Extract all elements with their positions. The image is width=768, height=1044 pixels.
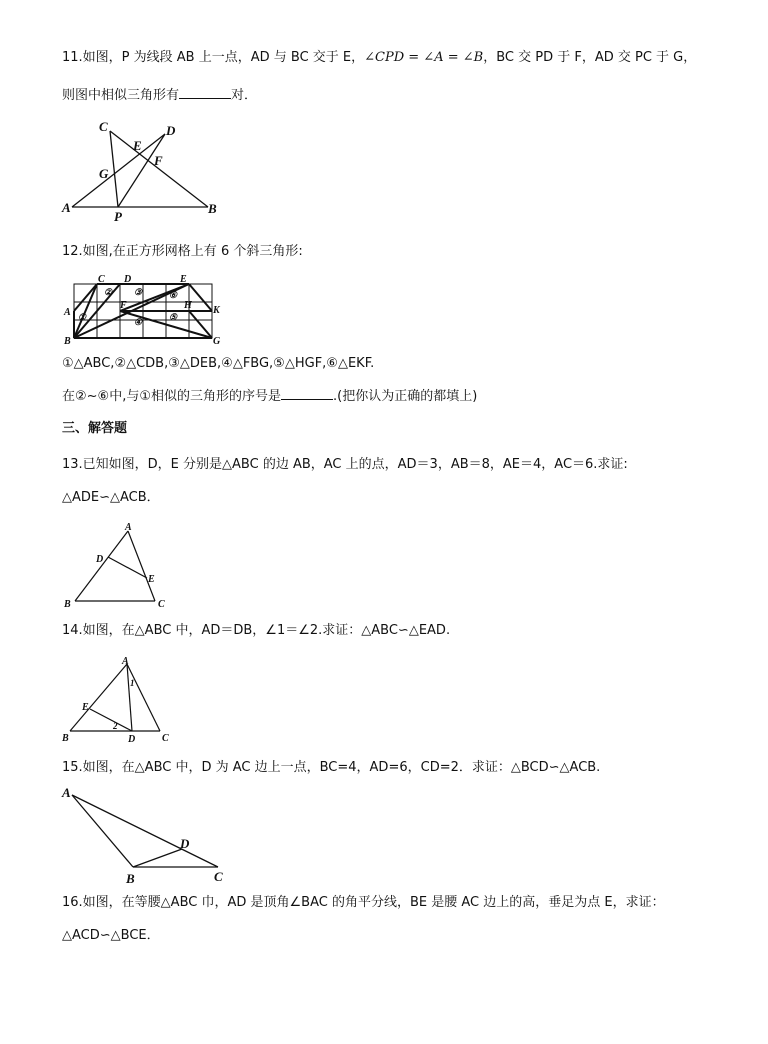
q15-label-d: D [180,836,190,851]
q11-line2: 则图中相似三角形有 对． [62,88,258,103]
q15-line1: 15.如图，在△ABC 中，D 为 AC 边上一点，BC=4，AD=6，CD=2．求证：△BCD∽△ACB. [62,760,601,775]
q12-label-a: A [64,307,71,318]
q12-label-d: D [124,274,132,285]
q11-label-e: E [133,138,142,153]
q12-triangle-list: ①△ABC,②△CDB,③△DEB,④△FBG,⑤△HGF,⑥△EKF. [62,356,375,371]
q11-label-f: F [154,153,163,168]
q11-angle-expression: ∠CPD = ∠A = ∠B [364,50,484,65]
q15-label-b: B [126,871,135,886]
q12-marker-6: ⑥ [169,290,178,300]
q12-marker-2: ② [104,287,113,297]
q14-label-b: B [62,733,69,744]
q11-label-a: A [62,200,71,215]
q14-label-a: A [122,656,129,667]
q12-label-b: B [64,336,71,347]
q13-label-a: A [125,522,132,533]
q14-line1: 14.如图，在△ABC 中，AD＝DB，∠1＝∠2.求证：△ABC∽△EAD. [62,623,451,638]
q11-segment-pc [110,131,118,207]
q12-label-g: G [213,336,221,347]
q15-label-c: C [214,869,223,884]
q12-label-k: K [213,305,220,316]
q12-line3: 在②~⑥中,与①相似的三角形的序号是 .(把你认为正确的都填上) [62,389,478,404]
q13-line2: △ADE∽△ACB． [62,490,160,505]
q12-marker-5: ⑤ [169,312,178,322]
q12-marker-3: ③ [134,287,143,297]
q11-segment-ad [72,134,165,207]
q12-label-h: H [184,300,192,311]
q13-label-b: B [64,599,71,610]
q13-label-d: D [96,554,104,565]
q15-figure [60,782,235,887]
q14-label-e: E [82,702,89,713]
q13-line1: 13.已知如图，D，E 分别是△ABC 的边 AB，AC 上的点，AD＝3，AB＝8，AE＝4，AC＝6.求证: [62,457,628,472]
q11-figure [60,118,230,223]
q11-answer-blank[interactable] [179,86,231,99]
q14-label-d: D [128,734,136,745]
q11-label-c: C [99,119,108,134]
q14-angle-2: 2 [113,721,118,731]
q12-answer-blank[interactable] [281,387,333,400]
q16-line2: △ACD∽△BCE． [62,928,160,943]
q15-label-a: A [62,785,71,800]
q11-label-p: P [114,209,122,224]
section-header-answer-questions: 三、解答题 [62,421,128,436]
q12-label-e: E [180,274,187,285]
q11-label-g: G [99,166,109,181]
q12-line1: 12.如图,在正方形网格上有 6 个斜三角形: [62,244,303,259]
q12-marker-4: ④ [134,317,143,327]
q16-line1: 16.如图，在等腰△ABC 巾，AD 是顶角∠BAC 的角平分线，BE 是腰 AC 边上的高，垂足为点 E，求证： [62,895,665,910]
q12-grid-figure [60,268,228,348]
q13-label-e: E [148,574,155,585]
q12-label-c: C [98,274,105,285]
q14-angle-1: 1 [130,678,135,688]
q11-label-d: D [166,123,176,138]
q11-line1: 11.如图，P 为线段 AB 上一点，AD 与 BC 交于 E，∠CPD = ∠A = ∠B，BC 交 PD 于 F，AD 交 PC 于 G， [62,50,697,65]
q13-figure [60,520,175,612]
q12-label-f: F [120,300,127,311]
q12-marker-1: ① [78,312,87,322]
q11-label-b: B [208,201,217,216]
q14-label-c: C [162,733,169,744]
q13-label-c: C [158,599,165,610]
q14-figure [60,654,175,746]
